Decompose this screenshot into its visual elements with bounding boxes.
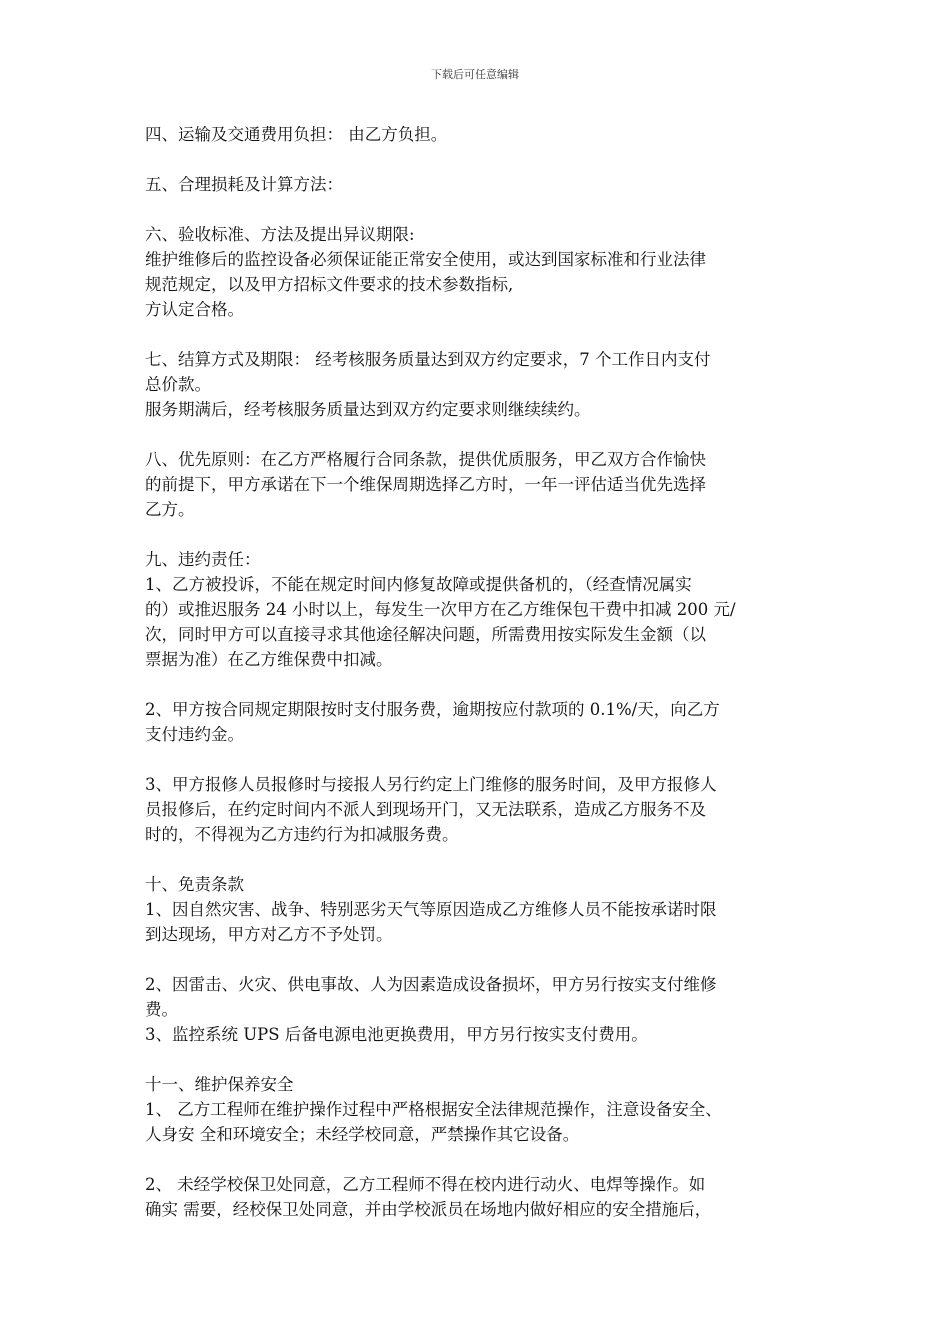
blank-line [145,947,815,972]
blank-line [145,322,815,347]
text-line: 规范规定，以及甲方招标文件要求的技术参数指标, [145,275,514,294]
text-line: 十、免责条款 [145,875,244,894]
blank-line [145,672,815,697]
text-line: 费。 [145,1000,178,1019]
blank-line [145,1047,815,1072]
text-line: 1、 乙方工程师在维护操作过程中严格根据安全法律规范操作，注意设备安全、 [145,1100,722,1119]
text-line: 十一、维护保养安全 [145,1075,294,1094]
blank-line [145,422,815,447]
text-line: 到达现场，甲方对乙方不予处罚。 [145,925,393,944]
text-line: 员报修后，在约定时间内不派人到现场开门，又无法联系，造成乙方服务不及 [145,800,706,819]
text-line: 2、因雷击、火灾、供电事故、人为因素造成设备损坏，甲方另行按实支付维修 [145,975,717,994]
text-line: 3、甲方报修人员报修时与接报人另行约定上门维修的服务时间，及甲方报修人 [145,775,717,794]
text-line: 服务期满后，经考核服务质量达到双方约定要求则继续续约。 [145,400,591,419]
text-line: 五、合理损耗及计算方法： [145,175,343,194]
text-line: 1、乙方被投诉，不能在规定时间内修复故障或提供备机的，（经查情况属实 [145,575,692,594]
text-line: 四、运输及交通费用负担： 由乙方负担。 [145,125,448,144]
blank-line [145,747,815,772]
document-body [145,122,815,1222]
text-line: 2、甲方按合同规定期限按时支付服务费，逾期按应付款项的 0.1%/天，向乙方 [145,700,720,719]
text-line: 支付违约金。 [145,725,244,744]
text-line: 六、验收标准、方法及提出异议期限: [145,225,415,244]
text-line: 人身安 全和环境安全；未经学校同意，严禁操作其它设备。 [145,1125,580,1144]
text-line: 八、优先原则：在乙方严格履行合同条款，提供优质服务，甲乙双方合作愉快 [145,450,706,469]
page-header: 下载后可任意编辑 [431,68,519,81]
blank-line [145,197,815,222]
text-line: 七、结算方式及期限： 经考核服务质量达到双方约定要求，7 个工作日内支付 [145,350,711,369]
text-line: 总价款。 [145,375,211,394]
blank-line [145,522,815,547]
text-line: 的前提下，甲方承诺在下一个维保周期选择乙方时，一年一评估适当优先选择 [145,475,706,494]
text-line: 2、 未经学校保卫处同意，乙方工程师不得在校内进行动火、电焊等操作。如 [145,1175,706,1194]
text-line: 时的，不得视为乙方违约行为扣减服务费。 [145,825,459,844]
text-line: 乙方。 [145,500,195,519]
blank-line [145,847,815,872]
text-line: 票据为准）在乙方维保费中扣减。 [145,650,393,669]
text-line: 维护维修后的监控设备必须保证能正常安全使用，或达到国家标准和行业法律 [145,250,706,269]
text-line: 确实 需要，经校保卫处同意，并由学校派员在场地内做好相应的安全措施后， [145,1200,712,1219]
text-line: 的）或推迟服务 24 小时以上，每发生一次甲方在乙方维保包干费中扣减 200 元/ [145,600,736,619]
text-line: 次，同时甲方可以直接寻求其他途径解决问题，所需费用按实际发生金额（以 [145,625,706,644]
blank-line [145,147,815,172]
text-line: 九、违约责任： [145,550,261,569]
text-line: 1、因自然灾害、战争、特别恶劣天气等原因造成乙方维修人员不能按承诺时限 [145,900,717,919]
text-line: 3、监控系统 UPS 后备电源电池更换费用，甲方另行按实支付费用。 [145,1025,648,1044]
text-line: 方认定合格。 [145,300,244,319]
blank-line [145,1147,815,1172]
